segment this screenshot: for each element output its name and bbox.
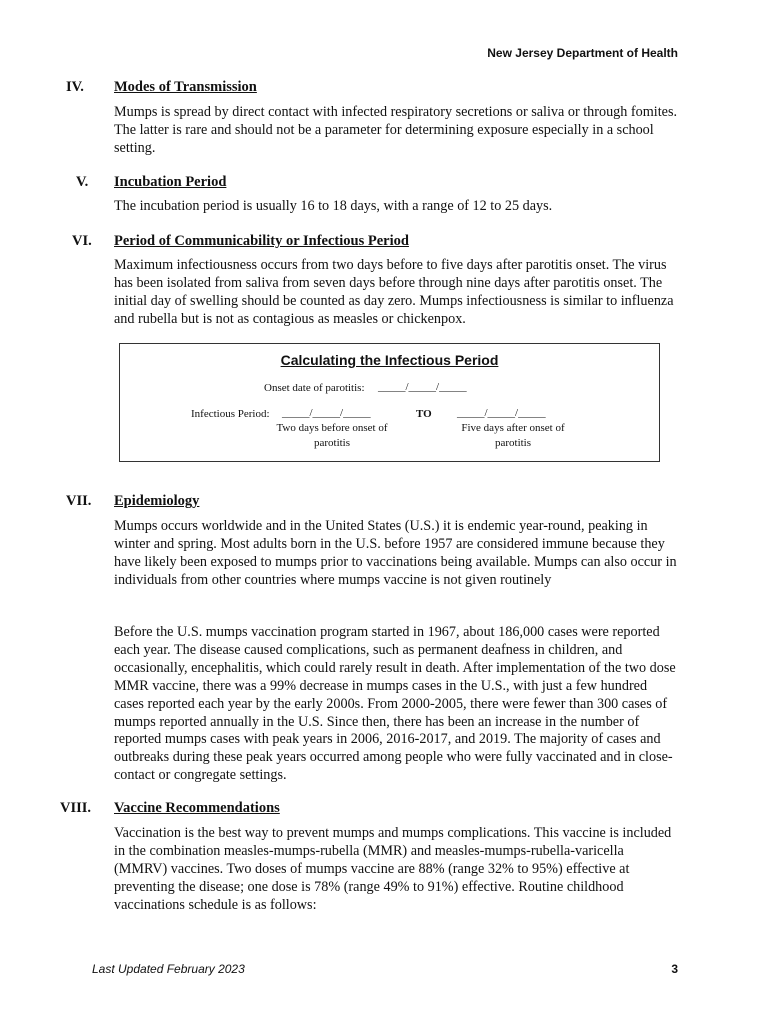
section-v-title: Incubation Period (114, 174, 227, 190)
end-date-blank[interactable]: _____/_____/_____ (457, 407, 546, 419)
onset-label: Onset date of parotitis: (264, 382, 365, 394)
footer-updated: Last Updated February 2023 (92, 962, 245, 976)
section-v-number: V. (76, 174, 89, 190)
start-caption-line2: parotitis (313, 437, 351, 449)
onset-date-blank[interactable]: _____/_____/_____ (378, 381, 467, 393)
section-vi-text: Maximum infectiousness occurs from two days before to five days after parotitis onset. The virus has been isolated from saliva from seven days before through nine days after parotitis onset. The initial day of swelling should be counted as day zero. Mumps infectiousness is similar to influenza and rubella but is not as contagious as measles or chickenpox. (114, 257, 674, 327)
to-label: TO (416, 408, 432, 420)
section-viii-text: Vaccination is the best way to prevent mumps and mumps complications. This vaccine is included in the combination measles-mumps-rubella (MMR) and measles-mumps-rubella-varicella (MMRV) vaccines. Two doses of mumps vaccine are 88% (range 32% to 95%) effective at preventing the disease; one dose is 78% (range 49% to 91%) effective. Routine childhood vaccinations schedule is as follows: (114, 825, 672, 913)
section-vi-number: VI. (72, 233, 92, 249)
infectious-period-box (119, 343, 660, 462)
section-vi-title: Period of Communicability or Infectious Period (114, 233, 409, 249)
start-date-blank[interactable]: _____/_____/_____ (282, 407, 371, 419)
page-number: 3 (671, 962, 678, 976)
section-viii-number: VIII. (60, 800, 92, 816)
infectious-period-label: Infectious Period: (191, 408, 270, 420)
start-caption-line1: Two days before onset of (276, 422, 388, 434)
end-caption-line2: parotitis (494, 437, 532, 449)
header-org: New Jersey Department of Health (487, 46, 678, 60)
section-vii-title: Epidemiology (114, 493, 200, 509)
section-viii-title: Vaccine Recommendations (114, 800, 280, 816)
section-vii-text-2: Before the U.S. mumps vaccination program started in 1967, about 186,000 cases were reported each year. The disease caused complications, such as permanent deafness in children, and occasionally, encephalitis, which could rarely result in death. After implementation of the two dose MMR vaccine, there was a 99% decrease in mumps cases in the U.S., with just a few hundred cases reported each year by the early 2000s. From 2000-2005, there were fewer than 300 cases of mumps reported annually in the U.S. Since then, there has been an increase in the number of reported mumps cases with peak years in 2006, 2016-2017, and 2019. The majority of cases and outbreaks during these peak years occurred among people who were fully vaccinated and in close-contact or congregate settings. (114, 624, 676, 784)
section-iv-title: Modes of Transmission (114, 79, 257, 95)
box-title: Calculating the Infectious Period (280, 352, 499, 368)
section-iv-number: IV. (66, 79, 84, 95)
section-vii-number: VII. (66, 493, 92, 509)
end-caption-line1: Five days after onset of (461, 422, 565, 434)
section-v-text: The incubation period is usually 16 to 18 days, with a range of 12 to 25 days. (114, 198, 553, 214)
section-iv-text: Mumps is spread by direct contact with infected respiratory secretions or saliva or through fomites. The latter is rare and should not be a parameter for determining exposure especially in a school setting. (114, 104, 678, 156)
section-vii-text-1: Mumps occurs worldwide and in the United States (U.S.) it is endemic year-round, peaking in winter and spring. Most adults born in the U.S. before 1957 are considered immune because they have likely been exposed to mumps prior to vaccinations being available. Mumps can also occur in individuals from other countries where mumps vaccine is not given routinely (114, 518, 677, 588)
